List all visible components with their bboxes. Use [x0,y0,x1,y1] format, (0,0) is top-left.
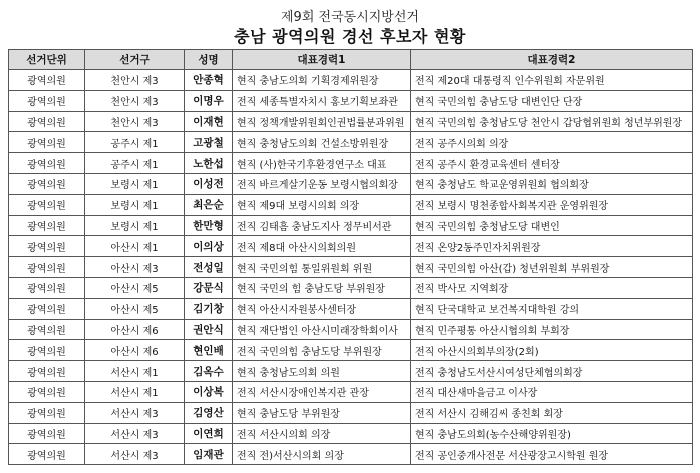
cell-district: 서산시 제1 [85,361,185,382]
cell-candidate-name: 고광철 [185,132,233,153]
cell-candidate-name: 한만형 [185,215,233,236]
cell-district: 아산시 제6 [85,340,185,361]
cell-district: 공주시 제1 [85,153,185,174]
cell-district: 보령시 제1 [85,173,185,194]
cell-career2: 현직 국민의힘 아산(갑) 청년위원회 부위원장 [411,257,693,278]
cell-district: 보령시 제1 [85,194,185,215]
cell-election-unit: 광역의원 [9,381,85,402]
cell-career2: 현직 민주평통 아산시협의회 부회장 [411,319,693,340]
cell-career2: 전직 공주시 환경교육센터 센터장 [411,153,693,174]
table-row [9,236,693,257]
cell-election-unit: 광역의원 [9,277,85,298]
table-row [9,132,693,153]
cell-career1: 현직 충남도의회 기획경제위원장 [233,70,411,91]
table-row [9,423,693,444]
cell-district: 천안시 제3 [85,90,185,111]
cell-district: 보령시 제1 [85,215,185,236]
candidate-table [8,49,693,465]
cell-career1: 현직 정책개발위원회인권법률분과위원 [233,111,411,132]
cell-career2: 전직 공인중개사전문 서산광장고시학원 원장 [411,444,693,465]
table-row [9,257,693,278]
cell-district: 서산시 제1 [85,381,185,402]
cell-district: 아산시 제3 [85,257,185,278]
cell-career2: 전직 보령시 명천종합사회복지관 운영위원장 [411,194,693,215]
cell-candidate-name: 안종혁 [185,70,233,91]
cell-career1: 전직 바르게살기운동 보령시협의회장 [233,173,411,194]
cell-candidate-name: 강문식 [185,277,233,298]
cell-career1: 현직 충청남도의회 건설소방위원장 [233,132,411,153]
cell-election-unit: 광역의원 [9,444,85,465]
cell-career1: 현직 제9대 보령시의회 의장 [233,194,411,215]
cell-career2: 전직 온양2동주민자치위원장 [411,236,693,257]
cell-candidate-name: 김기창 [185,298,233,319]
cell-candidate-name: 임재관 [185,444,233,465]
table-row [9,153,693,174]
cell-district: 천안시 제3 [85,111,185,132]
cell-career2: 현직 단국대학교 보건복지대학원 강의 [411,298,693,319]
page-title: 충남 광역의원 경선 후보자 현황 [234,27,466,46]
cell-election-unit: 광역의원 [9,298,85,319]
cell-election-unit: 광역의원 [9,236,85,257]
cell-career2: 전직 아산시의회부의장(2회) [411,340,693,361]
table-row [9,319,693,340]
cell-career1: 현직 국민의 힘 충남도당 부위원장 [233,277,411,298]
table-row [9,381,693,402]
cell-district: 서산시 제3 [85,423,185,444]
cell-election-unit: 광역의원 [9,153,85,174]
cell-career2: 현직 충남도의회(농수산해양위원장) [411,423,693,444]
cell-candidate-name: 권안식 [185,319,233,340]
cell-election-unit: 광역의원 [9,70,85,91]
cell-career1: 전직 국민의힘 충남도당 부위원장 [233,340,411,361]
table-row [9,298,693,319]
cell-candidate-name: 노한섭 [185,153,233,174]
cell-career1: 현직 충남도당 부위원장 [233,402,411,423]
cell-district: 아산시 제6 [85,319,185,340]
table-row [9,90,693,111]
table-row [9,402,693,423]
cell-candidate-name: 김옥수 [185,361,233,382]
cell-career1: 현직 (사)한국기후환경연구소 대표 [233,153,411,174]
table-row [9,173,693,194]
cell-career2: 현직 국민의힘 충청남도당 대변인 [411,215,693,236]
table-body [9,70,693,465]
cell-candidate-name: 이명우 [185,90,233,111]
cell-candidate-name: 최은순 [185,194,233,215]
column-header-career1: 대표경력1 [233,50,411,70]
cell-election-unit: 광역의원 [9,257,85,278]
cell-career1: 현직 충청남도의회 의원 [233,361,411,382]
cell-career2: 전직 서산시 김해김씨 종친회 회장 [411,402,693,423]
cell-career1: 현직 아산시자원봉사센터장 [233,298,411,319]
cell-candidate-name: 이재현 [185,111,233,132]
table-row [9,340,693,361]
cell-candidate-name: 이연희 [185,423,233,444]
table-row [9,70,693,91]
cell-district: 아산시 제5 [85,298,185,319]
cell-candidate-name: 현인배 [185,340,233,361]
cell-candidate-name: 이의상 [185,236,233,257]
cell-district: 아산시 제1 [85,236,185,257]
election-subtitle: 제9회 전국동시지방선거 [281,10,419,25]
cell-career2: 전직 제20대 대통령직 인수위원회 자문위원 [411,70,693,91]
column-header-unit: 선거단위 [9,50,85,70]
column-header-district: 선거구 [85,50,185,70]
table-row [9,444,693,465]
table-row [9,111,693,132]
cell-career1: 전직 김태흠 충남도지사 정무비서관 [233,215,411,236]
cell-district: 공주시 제1 [85,132,185,153]
cell-candidate-name: 전성일 [185,257,233,278]
cell-career1: 전직 제8대 아산시의회의원 [233,236,411,257]
cell-career1: 현직 재단법인 아산시미래장학회이사 [233,319,411,340]
table-header-row [9,50,693,70]
cell-career2: 전직 박사모 지역회장 [411,277,693,298]
cell-career1: 전직 전)서산시의회 의장 [233,444,411,465]
cell-career2: 현직 충청남도 학교운영위원회 협의회장 [411,173,693,194]
cell-election-unit: 광역의원 [9,90,85,111]
cell-election-unit: 광역의원 [9,215,85,236]
cell-election-unit: 광역의원 [9,173,85,194]
cell-election-unit: 광역의원 [9,402,85,423]
cell-election-unit: 광역의원 [9,423,85,444]
cell-district: 서산시 제3 [85,444,185,465]
table-row [9,361,693,382]
cell-career1: 전직 서산시의회 의장 [233,423,411,444]
cell-election-unit: 광역의원 [9,361,85,382]
cell-candidate-name: 김영산 [185,402,233,423]
cell-career2: 현직 국민의힘 충청남도당 천안시 갑당협위원회 청년부위원장 [411,111,693,132]
cell-district: 아산시 제5 [85,277,185,298]
table-row [9,194,693,215]
cell-career1: 전직 서산시장애인복지관 관장 [233,381,411,402]
cell-candidate-name: 이상복 [185,381,233,402]
column-header-name: 성명 [185,50,233,70]
cell-election-unit: 광역의원 [9,340,85,361]
cell-career2: 현직 국민의힘 충남도당 대변인단 단장 [411,90,693,111]
cell-candidate-name: 이성전 [185,173,233,194]
cell-election-unit: 광역의원 [9,111,85,132]
table-row [9,215,693,236]
cell-election-unit: 광역의원 [9,132,85,153]
cell-district: 서산시 제3 [85,402,185,423]
cell-career2: 전직 공주시의회 의장 [411,132,693,153]
column-header-career2: 대표경력2 [411,50,693,70]
table-row [9,277,693,298]
cell-career1: 전직 세종특별자치시 홍보기획보좌관 [233,90,411,111]
cell-career2: 전직 충청남도서산시여성단체협의회장 [411,361,693,382]
cell-election-unit: 광역의원 [9,319,85,340]
cell-district: 천안시 제3 [85,70,185,91]
cell-career1: 현직 국민의힘 통일위원회 위원 [233,257,411,278]
cell-career2: 전직 대산새마을금고 이사장 [411,381,693,402]
cell-election-unit: 광역의원 [9,194,85,215]
